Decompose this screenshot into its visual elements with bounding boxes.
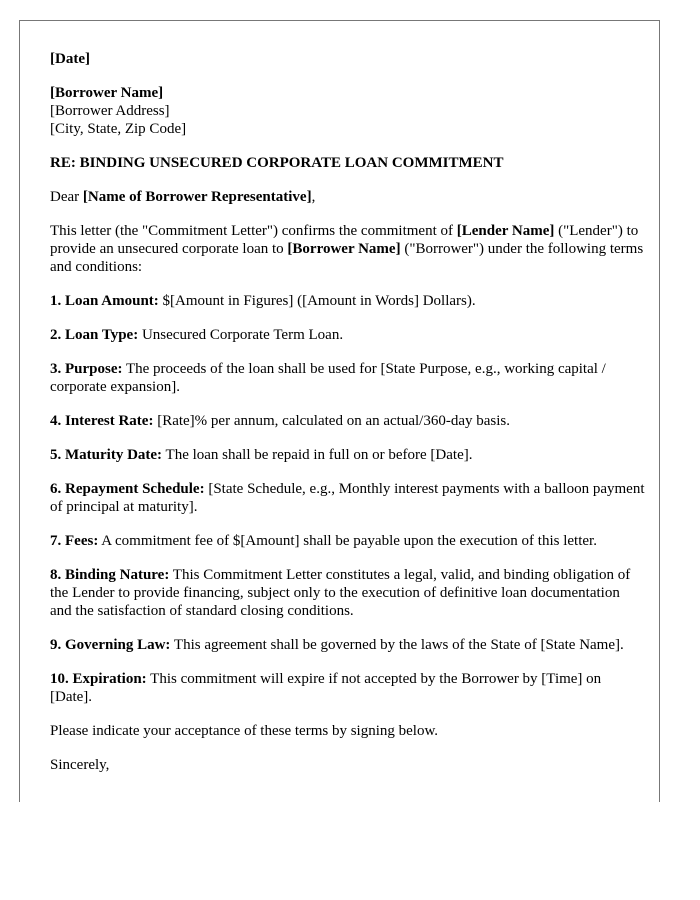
intro-part3: ("Borrower") under the following terms and conditions:	[50, 241, 644, 275]
recipient-address: [Borrower Address]	[50, 103, 170, 119]
term-text: Unsecured Corporate Term Loan.	[138, 327, 344, 343]
letter-page	[19, 20, 660, 802]
term-label: 7. Fees:	[50, 533, 99, 549]
term-fees	[50, 532, 645, 550]
recipient-block	[50, 84, 645, 138]
term-label: 6. Repayment Schedule:	[50, 481, 205, 497]
term-label: 10. Expiration:	[50, 671, 147, 687]
term-expiration	[50, 670, 645, 706]
term-label: 8. Binding Nature:	[50, 567, 170, 583]
intro-part2: ("Lender") to provide an unsecured corporate loan to	[50, 223, 639, 257]
term-governing-law	[50, 636, 645, 654]
subject-line: RE: BINDING UNSECURED CORPORATE LOAN COMMITMENT	[50, 155, 504, 171]
letter-body	[50, 50, 645, 790]
term-label: 5. Maturity Date:	[50, 447, 163, 463]
closing-line: Sincerely,	[50, 757, 110, 773]
term-loan-amount	[50, 292, 645, 310]
term-binding-nature	[50, 566, 645, 620]
salutation-name: [Name of Borrower Representative]	[82, 189, 312, 205]
salutation-suffix: ,	[311, 189, 316, 205]
term-label: 4. Interest Rate:	[50, 413, 154, 429]
term-label: 3. Purpose:	[50, 361, 123, 377]
term-label: 2. Loan Type:	[50, 327, 139, 343]
term-text: The proceeds of the loan shall be used for [State Purpose, e.g., working capital / corporate expansion].	[50, 361, 606, 395]
intro-paragraph	[50, 222, 645, 276]
term-label: 9. Governing Law:	[50, 637, 171, 653]
term-purpose	[50, 360, 645, 396]
term-text: [State Schedule, e.g., Monthly interest payments with a balloon payment of principal at maturity].	[50, 481, 645, 515]
term-text: A commitment fee of $[Amount] shall be payable upon the execution of this letter.	[98, 533, 597, 549]
intro-part1: This letter (the "Commitment Letter") confirms the commitment of	[50, 223, 457, 239]
intro-borrower: [Borrower Name]	[287, 241, 401, 257]
term-text: This agreement shall be governed by the laws of the State of [State Name].	[170, 637, 624, 653]
term-text: This Commitment Letter constitutes a legal, valid, and binding obligation of the Lender to provide financing, subject only to the execution of definitive loan documentation and the satisfaction of standard closing conditions.	[50, 567, 631, 619]
term-text: [Rate]% per annum, calculated on an actual/360-day basis.	[153, 413, 510, 429]
recipient-name: [Borrower Name]	[50, 85, 164, 101]
recipient-city-state-zip: [City, State, Zip Code]	[50, 121, 187, 137]
term-repayment-schedule	[50, 480, 645, 516]
term-interest-rate	[50, 412, 645, 430]
term-text: The loan shall be repaid in full on or before [Date].	[162, 447, 473, 463]
salutation-prefix: Dear	[50, 189, 83, 205]
term-maturity-date	[50, 446, 645, 464]
intro-lender: [Lender Name]	[456, 223, 555, 239]
acceptance-line: Please indicate your acceptance of these terms by signing below.	[50, 723, 439, 739]
term-text: $[Amount in Figures] ([Amount in Words] Dollars).	[158, 293, 476, 309]
term-label: 1. Loan Amount:	[50, 293, 159, 309]
term-loan-type	[50, 326, 645, 344]
salutation	[50, 188, 645, 206]
term-text: This commitment will expire if not accepted by the Borrower by [Time] on [Date].	[50, 671, 602, 705]
date-line	[50, 50, 645, 68]
date-placeholder: [Date]	[50, 51, 90, 67]
